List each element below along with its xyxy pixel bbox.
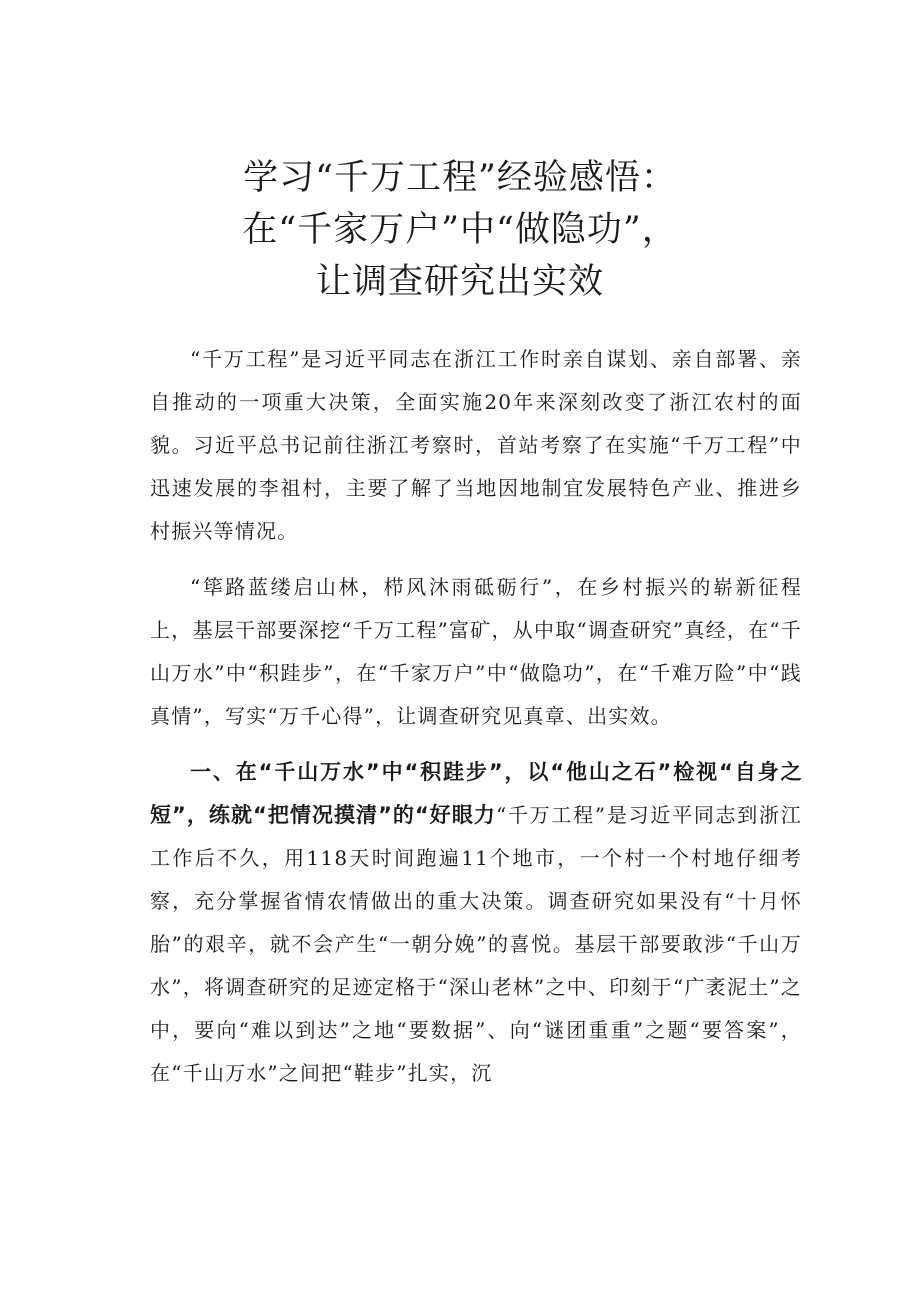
- title-line-2: 在“千家万户”中“做隐功”，: [242, 210, 678, 250]
- section-1-paragraph: [150, 751, 802, 1095]
- title-line-3: 让调查研究出实效: [315, 262, 604, 302]
- section-1-text: “千万工程”是习近平同志到浙江工作后不久，用118天时间跑遍11个地市，一个村一个村地仔细考察，充分掌握省情农情做出的重大决策。调查研究如果没有“十月怀胎”的艰辛，就不会产生“一朝分娩”的喜悦。基层干部要敢涉“千山万水”，将调查研究的足迹定格于“深山老林”之中、印刻于“广袤泥土”之中，要向“难以到达”之地“要数据”、向“谜团重重”之题“要答案”，在“千山万水”之间把“鞋步”扎实，沉: [150, 803, 802, 1085]
- document-body: [150, 338, 802, 1108]
- title-line-1: 学习“千万工程”经验感悟：: [243, 158, 677, 198]
- paragraph-overview: “筚路蓝缕启山林，栉风沐雨砥砺行”，在乡村振兴的崭新征程上，基层干部要深挖“千万工程”富矿，从中取“调查研究”真经，在“千山万水”中“积跬步”，在“千家万户”中“做隐功”，在“千难万险”中“践真情”，写实“万千心得”，让调查研究见真章、出实效。: [150, 575, 802, 728]
- section-1-heading: 一、在“千山万水”中“积跬步”，以“他山之石”检视“自身之短”，练就“把情况摸清”的“好眼力: [150, 760, 802, 827]
- paragraph-intro: “千万工程”是习近平同志在浙江工作时亲自谋划、亲自部署、亲自推动的一项重大决策，全面实施20年来深刻改变了浙江农村的面貌。习近平总书记前往浙江考察时，首站考察了在实施“千万工程”中迅速发展的李祖村，主要了解了当地因地制宜发展特色产业、推进乡村振兴等情况。: [150, 347, 802, 543]
- document-title: [0, 152, 920, 308]
